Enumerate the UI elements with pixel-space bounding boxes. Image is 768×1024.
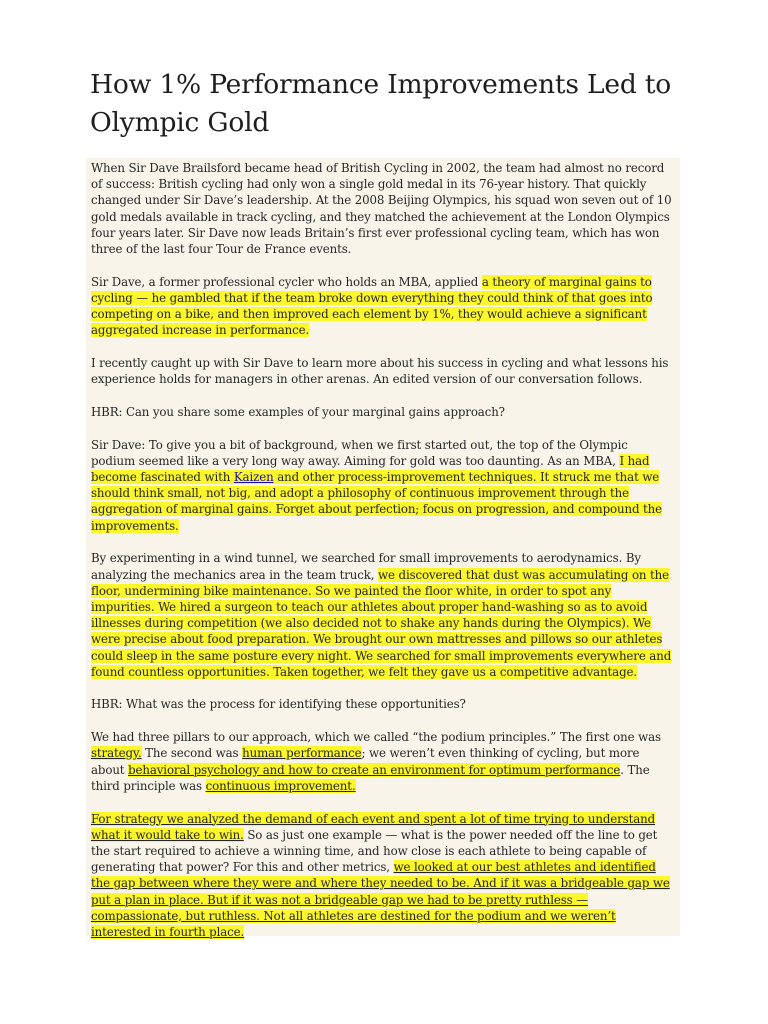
text-segment: So as just one example — what is the power needed off the line to get the start required to achieve a winning time, and how close is each athlete to being capable of generating that power? For this and other metrics,	[91, 827, 658, 875]
text-segment: ; we weren’t even thinking of cycling, but more about	[91, 746, 640, 777]
paragraph	[91, 437, 673, 534]
paragraph	[91, 696, 673, 712]
text-segment: . The third principle was	[91, 762, 650, 793]
highlighted-text: and other process-improvement techniques. It struck me that we should think small, not big, and adopt a philosophy of continuous improvement through the aggregation of marginal gains. Forget about perfection; focus on progression, and compound the improvements.	[91, 470, 663, 533]
text-segment: By experimenting in a wind tunnel, we searched for small improvements to aerodynamics. By analyzing the mechanics area in the team truck,	[91, 551, 641, 582]
text-segment: HBR: Can you share some examples of your marginal gains approach?	[91, 404, 505, 419]
highlighted-text: continuous improvement.	[205, 778, 356, 793]
highlighted-text: For strategy we analyzed the demand of each event and spent a lot of time trying to understand what it would take to win.	[91, 811, 656, 842]
article-body	[86, 158, 680, 939]
paragraph	[91, 729, 673, 794]
paragraph	[91, 811, 673, 941]
text-segment: The second was	[141, 746, 243, 761]
text-segment: Sir Dave: To give you a bit of background, when we first started out, the top of the Olympic podium seemed like a very long way away. Aiming for gold was too daunting. As an MBA,	[91, 437, 628, 468]
paragraph	[91, 274, 673, 339]
text-segment: I recently caught up with Sir Dave to learn more about his success in cycling and what lessons his experience holds for managers in other arenas. An edited version of our conversation follows.	[91, 356, 669, 387]
kaizen-link[interactable]: Kaizen	[233, 470, 274, 485]
paragraph	[91, 355, 673, 387]
highlighted-text: I had become fascinated with	[91, 453, 650, 485]
text-segment: When Sir Dave Brailsford became head of British Cycling in 2002, the team had almost no record of success: British cycling had only won a single gold medal in its 76-year history. That quickly changed under Sir Dave’s leadership. At the 2008 Beijing Olympics, his squad won seven out of 10 gold medals available in track cycling, and they matched the achievement at the London Olympics four years later. Sir Dave now leads Britain’s first ever professional cycling team, which has won three of the last four Tour de France events.	[91, 161, 672, 257]
text-segment: HBR: What was the process for identifying these opportunities?	[91, 697, 466, 712]
text-segment: Sir Dave, a former professional cycler who holds an MBA, applied	[91, 274, 482, 289]
paragraph	[91, 550, 673, 680]
highlighted-text: human performance	[242, 746, 362, 761]
highlighted-text: we looked at our best athletes and identified the gap between where they were and where they needed to be. And if it was a bridgeable gap we put a plan in place. But if it was not a bridgeable gap we had to be pretty ruthless — compassionate, but ruthless. Not all athletes are destined for the podium and we weren’t interested in fourth place.	[91, 860, 670, 939]
highlighted-text: we discovered that dust was accumulating on the floor, undermining bike maintenance. So we painted the floor white, in order to spot any impurities. We hired a surgeon to teach our athletes about proper hand-washing so as to avoid illnesses during competition (we also decided not to shake any hands during the Olympics). We were precise about food preparation. We brought our own mattresses and pillows so our athletes could sleep in the same posture every night. We searched for small improvements everywhere and found countless opportunities. Taken together, we felt they gave us a competitive advantage.	[91, 567, 672, 679]
text-segment: We had three pillars to our approach, which we called “the podium principles.” The first one was	[91, 730, 661, 745]
highlighted-text: strategy.	[91, 746, 142, 761]
highlighted-text: behavioral psychology and how to create an environment for optimum performance	[128, 762, 621, 777]
page-title: How 1% Performance Improvements Led to Olympic Gold	[90, 69, 672, 138]
paragraph	[91, 404, 673, 420]
paragraph	[91, 160, 673, 257]
highlighted-text: a theory of marginal gains to cycling — he gambled that if the team broke down everything they could think of that goes into competing on a bike, and then improved each element by 1%, they would achieve a significant aggregated increase in performance.	[91, 274, 653, 338]
